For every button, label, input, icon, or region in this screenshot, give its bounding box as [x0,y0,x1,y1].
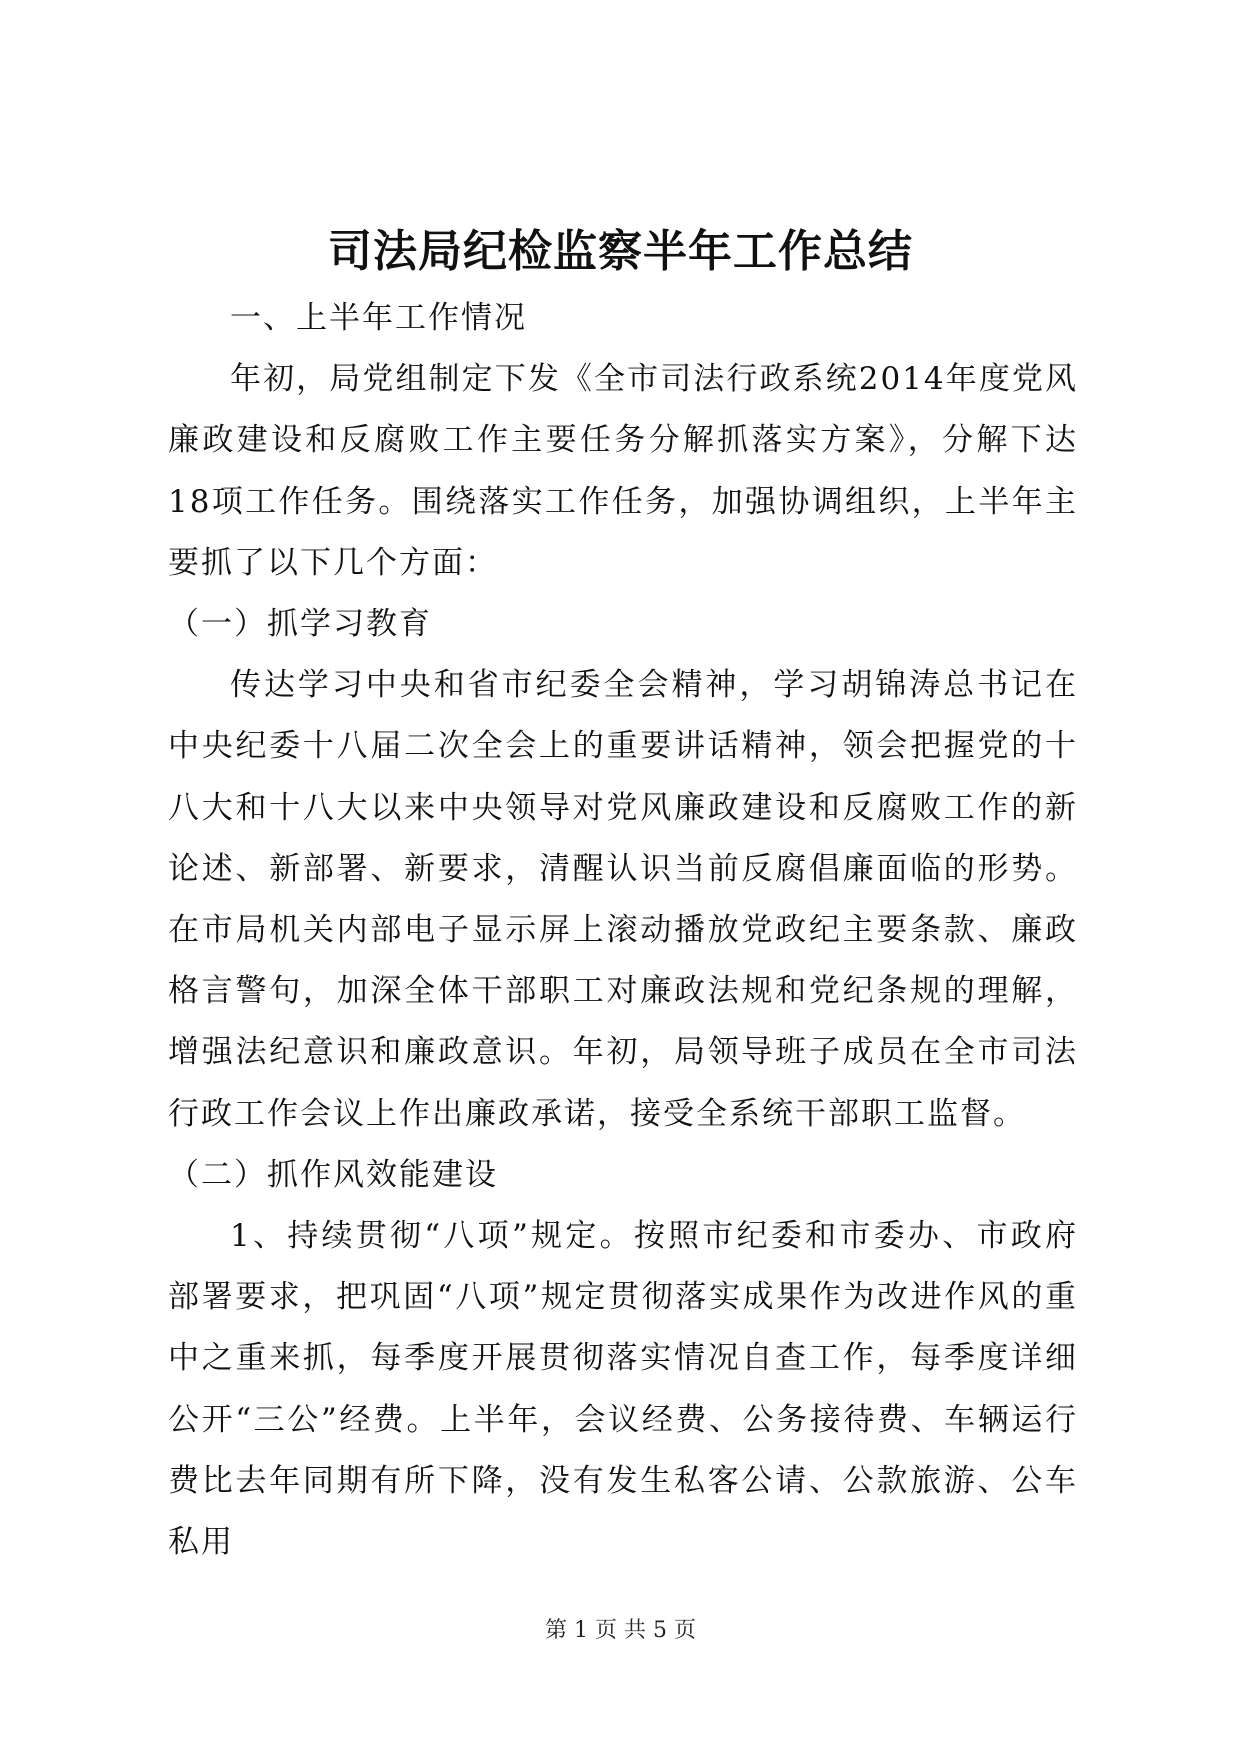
paragraph-study: 传达学习中央和省市纪委全会精神，学习胡锦涛总书记在中央纪委十八届二次全会上的重要讲话精神，领会把握党的十八大和十八大以来中央领导对党风廉政建设和反腐败工作的新论述、新部署、新要求，清醒认识当前反腐倡廉面临的形势。在市局机关内部电子显示屏上滚动播放党政纪主要条款、廉政格言警句，加深全体干部职工对廉政法规和党纪条规的理解，增强法纪意识和廉政意识。年初，局领导班子成员在全市司法行政工作会议上作出廉政承诺，接受全系统干部职工监督。 [168,667,1078,1132]
paragraph-intro: 年初，局党组制定下发《全市司法行政系统2014年度党风廉政建设和反腐败工作主要任务分解抓落实方案》，分解下达18项工作任务。围绕落实工作任务，加强协调组织，上半年主要抓了以下几个方面： [168,361,1078,581]
page-footer: 第 1 页 共 5 页 [545,1618,696,1643]
document-body [168,288,1078,1573]
section-heading-1: 一、上半年工作情况 [230,300,527,336]
subsection-heading-1: （一）抓学习教育 [168,606,432,643]
paragraph-eight-rules: 1、持续贯彻“八项”规定。按照市纪委和市委办、市政府部署要求，把巩固“八项”规定贯彻落实成果作为改进作风的重中之重来抓，每季度开展贯彻落实情况自查工作，每季度详细公开“三公”经费。上半年，会议经费、公务接待费、车辆运行费比去年同期有所下降，没有发生私客公请、公款旅游、公车私用 [168,1218,1078,1561]
document-title: 司法局纪检监察半年工作总结 [328,226,913,277]
subsection-heading-2: （二）抓作风效能建设 [168,1156,498,1193]
